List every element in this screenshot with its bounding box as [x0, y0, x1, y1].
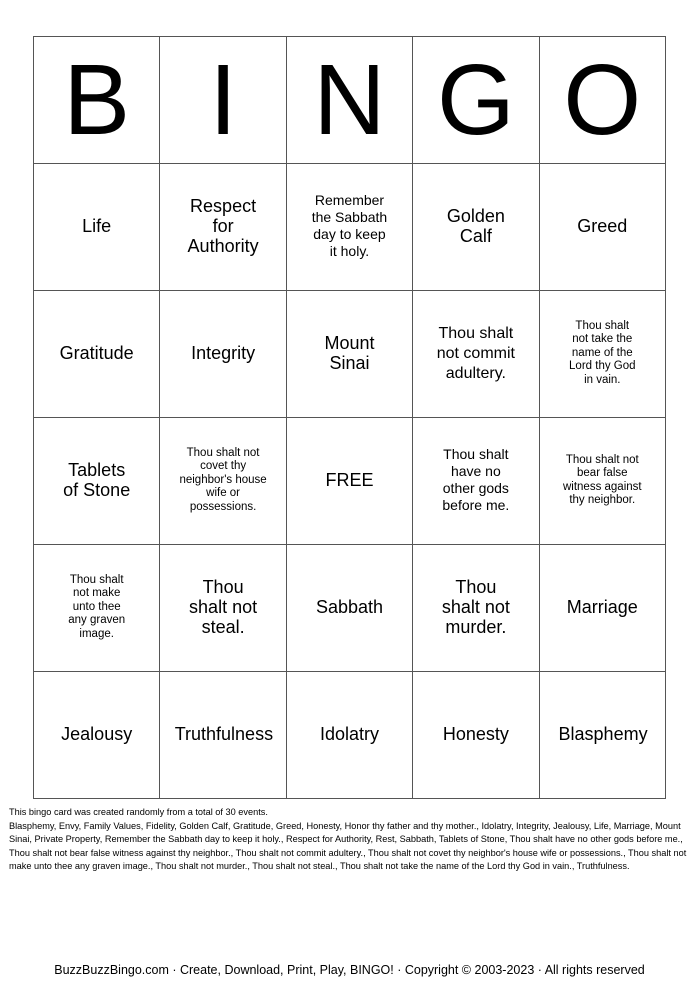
bingo-cell	[286, 164, 412, 291]
bingo-card	[33, 36, 666, 799]
cell-text: Gratitude	[59, 343, 134, 364]
bingo-cell	[539, 545, 665, 672]
footer-intro: This bingo card was created randomly from a total of 30 events.	[9, 807, 268, 817]
bingo-cell	[413, 164, 539, 291]
cell-text: Integrity	[191, 343, 256, 364]
bingo-cell	[286, 672, 412, 799]
cell-text: Thou shalt not make unto thee any graven image.	[68, 573, 126, 640]
cell-text: Thou shalt not steal.	[189, 577, 258, 638]
free-space-text: FREE	[325, 470, 374, 491]
cell-text: Thou shalt not commit adultery.	[436, 325, 515, 382]
bingo-cell	[160, 164, 286, 291]
bingo-cell	[413, 672, 539, 799]
bingo-cell	[413, 291, 539, 418]
bingo-cell	[34, 418, 160, 545]
bingo-cell	[34, 291, 160, 418]
cell-text: Sabbath	[315, 597, 383, 618]
bingo-cell	[286, 545, 412, 672]
bingo-row	[34, 291, 666, 418]
bingo-row	[34, 418, 666, 545]
bingo-cell	[34, 672, 160, 799]
bingo-cell	[539, 291, 665, 418]
cell-text: Thou shalt not covet thy neighbor's house wife or possessions.	[179, 446, 267, 513]
header-letter-n: N	[286, 37, 412, 164]
header-letter-b: B	[34, 37, 160, 164]
cell-text: Truthfulness	[174, 724, 274, 745]
cell-text: Marriage	[566, 597, 638, 618]
cell-text: Idolatry	[319, 724, 379, 745]
bingo-header-row	[34, 37, 666, 164]
bingo-cell	[539, 418, 665, 545]
cell-text: Thou shalt have no other gods before me.	[442, 446, 510, 514]
bingo-cell	[539, 164, 665, 291]
copyright-line: BuzzBuzzBingo.com · Create, Download, Print, Play, BINGO! · Copyright © 2003-2023 · All rights reserved	[54, 963, 645, 977]
bingo-cell	[34, 164, 160, 291]
cell-text: Blasphemy	[558, 724, 648, 745]
bingo-row	[34, 672, 666, 799]
card-footer-note	[9, 806, 689, 874]
bingo-cell	[413, 418, 539, 545]
bingo-cell	[286, 291, 412, 418]
free-space-cell	[286, 418, 412, 545]
cell-text: Mount Sinai	[324, 333, 375, 374]
cell-text: Tablets of Stone	[63, 460, 131, 501]
bingo-cell	[160, 291, 286, 418]
cell-text: Thou shalt not bear false witness against thy neighbor.	[562, 453, 642, 507]
bingo-cell	[539, 672, 665, 799]
bingo-cell	[413, 545, 539, 672]
bingo-cell	[34, 545, 160, 672]
cell-text: Golden Calf	[446, 206, 505, 247]
bingo-cell	[160, 545, 286, 672]
cell-text: Honesty	[442, 724, 509, 745]
cell-text: Thou shalt not take the name of the Lord thy God in vain.	[569, 319, 636, 386]
cell-text: Jealousy	[61, 724, 133, 745]
cell-text: Greed	[577, 216, 628, 237]
cell-text: Respect for Authority	[187, 196, 259, 257]
cell-text: Thou shalt not murder.	[441, 577, 510, 638]
header-letter-i: I	[160, 37, 286, 164]
cell-text: Remember the Sabbath day to keep it holy.	[311, 192, 388, 260]
header-letter-g: G	[413, 37, 539, 164]
cell-text: Life	[82, 216, 112, 237]
header-letter-o: O	[539, 37, 665, 164]
bingo-cell	[160, 418, 286, 545]
bingo-row	[34, 545, 666, 672]
bingo-cell	[160, 672, 286, 799]
footer-event-list: Blasphemy, Envy, Family Values, Fidelity, Golden Calf, Gratitude, Greed, Honesty, Honor thy father and thy mother., Idolatry, Integrity, Jealousy, Life, Marriage, Mount Sinai, Private Property, Remember the Sabbath day to keep it holy., Respect for Authority, Rest, Sabbath, Tablets of Stone, Thou shalt have no other gods before me., Thou shalt not bear false witness against thy neighbor., Thou shalt not commit adultery., Thou shalt not covet thy neighbor's house wife or possessions., Thou shalt not make unto thee any graven image., Thou shalt not murder., Thou shalt not steal., Thou shalt not take the name of the Lord thy God in vain., Truthfulness.	[9, 820, 687, 872]
bingo-row	[34, 164, 666, 291]
